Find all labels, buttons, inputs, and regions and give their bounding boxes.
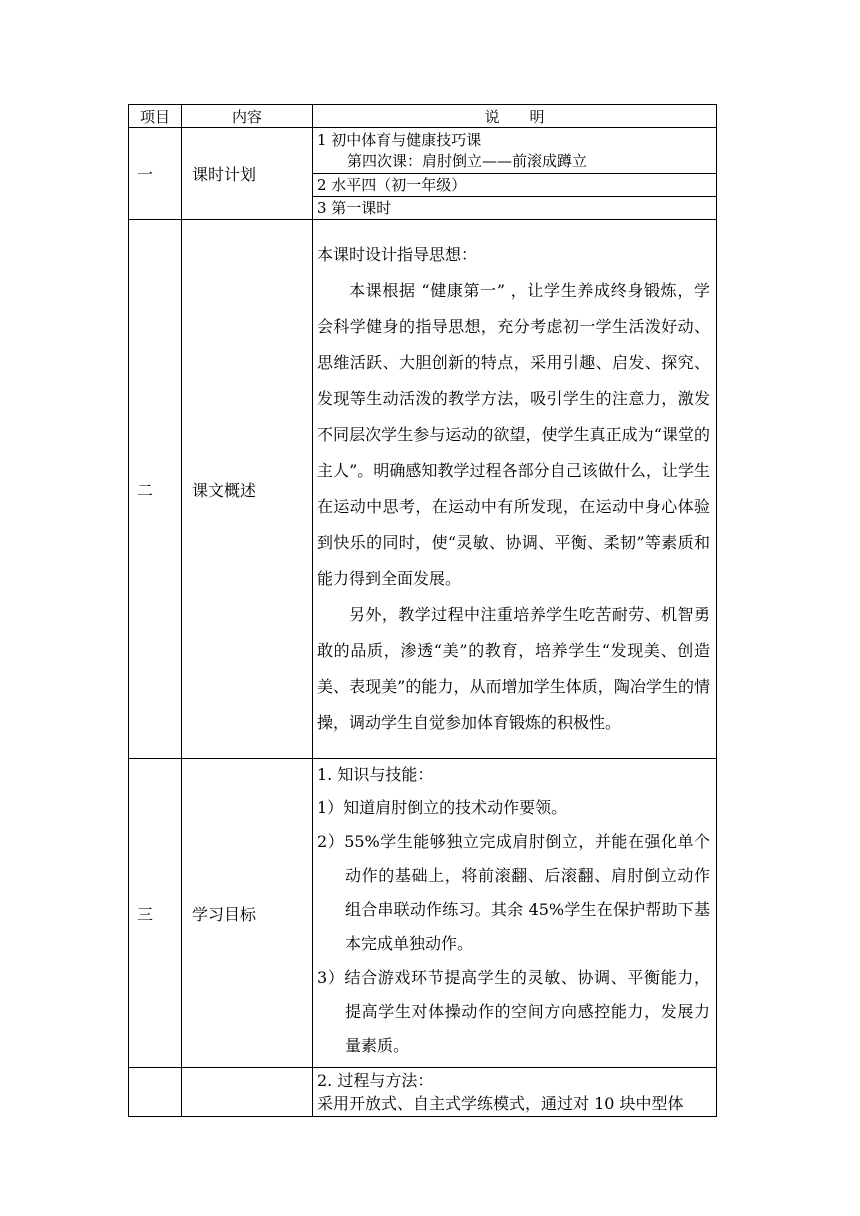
table-row	[129, 220, 717, 759]
overview-cell	[313, 220, 717, 759]
objectives-heading: 1. 知识与技能：	[317, 765, 434, 784]
row-index	[129, 1068, 182, 1117]
process-cell	[313, 1068, 717, 1117]
plan-hour: 3 第一课时	[313, 197, 717, 220]
plan-course-title: 1 初中体育与健康技巧课	[317, 130, 482, 149]
plan-level: 2 水平四（初一年级）	[313, 174, 717, 197]
process-heading: 2. 过程与方法：	[317, 1071, 434, 1090]
objective-item: 1）知道肩肘倒立的技术动作要领。	[317, 798, 568, 817]
row-index: 三	[129, 759, 182, 1068]
header-content: 内容	[182, 105, 313, 128]
row-index: 一	[129, 128, 182, 220]
overview-heading: 本课时设计指导思想：	[317, 245, 478, 264]
row-category: 课文概述	[182, 220, 313, 759]
plan-course-session: 第四次课：肩肘倒立——前滚成蹲立	[347, 151, 588, 170]
process-text: 采用开放式、自主式学练模式，通过对 10 块中型体	[317, 1094, 684, 1113]
table-header-row	[129, 105, 717, 128]
table-row	[129, 1068, 717, 1117]
overview-paragraph: 另外，教学过程中注重培养学生吃苦耐劳、机智勇敢的品质，渗透“美”的教育，培养学生“发现美、创造美、表现美”的能力，从而增加学生体质，陶冶学生的情操，调动学生自觉参加体育锻炼的积极性。	[317, 605, 710, 732]
row-index: 二	[129, 220, 182, 759]
header-description: 说 明	[313, 105, 717, 128]
objective-item: 2）55%学生能够独立完成肩肘倒立，并能在强化单个动作的基础上，将前滚翻、后滚翻、肩肘倒立动作组合串联动作练习。其余 45%学生在保护帮助下基本完成单独动作。	[317, 832, 710, 953]
plan-course	[313, 128, 717, 174]
header-item: 项目	[129, 105, 182, 128]
row-category: 课时计划	[182, 128, 313, 220]
objectives-cell	[313, 759, 717, 1068]
row-category	[182, 1068, 313, 1117]
overview-paragraph: 本课根据 “健康第一” ，让学生养成终身锻炼，学会科学健身的指导思想，充分考虑初一学生活泼好动、思维活跃、大胆创新的特点，采用引趣、启发、探究、发现等生动活泼的教学方法，吸引学生的注意力，激发不同层次学生参与运动的欲望，使学生真正成为“课堂的主人”。明确感知教学过程各部分自己该做什么，让学生在运动中思考，在运动中有所发现，在运动中身心体验到快乐的同时，使“灵敏、协调、平衡、柔韧”等素质和能力得到全面发展。	[317, 281, 710, 588]
table-row	[129, 759, 717, 1068]
objective-item: 3）结合游戏环节提高学生的灵敏、协调、平衡能力，提高学生对体操动作的空间方向感控能力，发展力量素质。	[317, 968, 710, 1055]
lesson-plan-table	[128, 104, 717, 1117]
row-category: 学习目标	[182, 759, 313, 1068]
table-row	[129, 128, 717, 174]
